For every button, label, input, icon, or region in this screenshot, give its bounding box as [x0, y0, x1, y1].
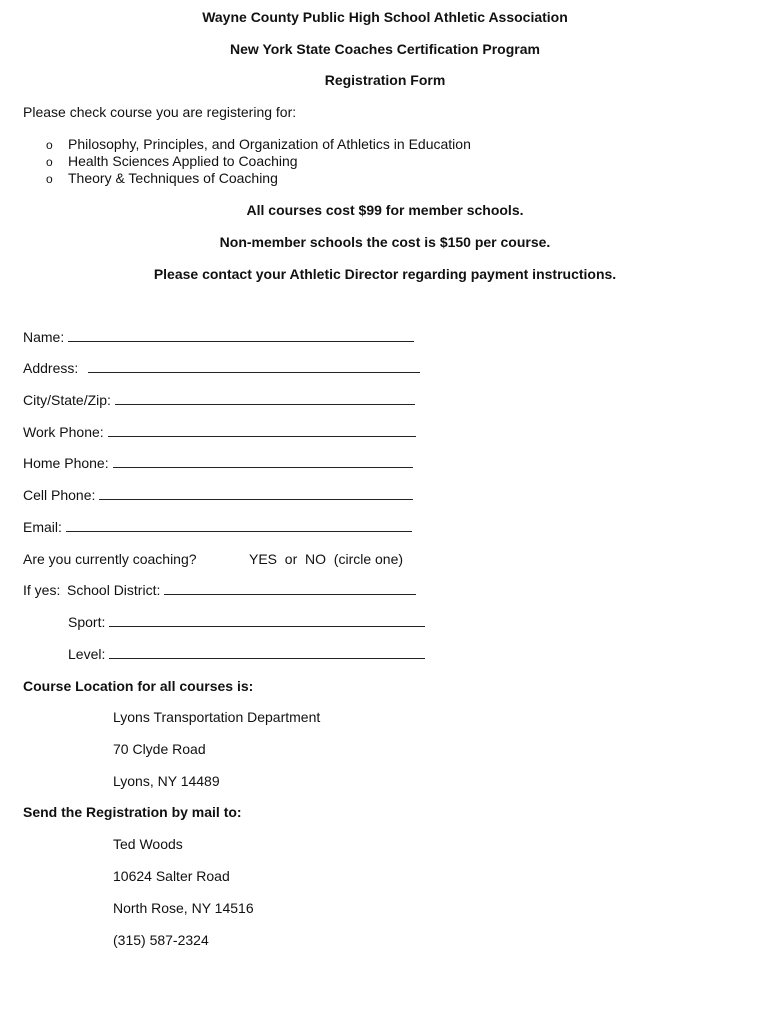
mail-line-3: North Rose, NY 14516: [113, 900, 254, 916]
sport-label: Sport:: [68, 614, 106, 630]
mail-line-1: Ted Woods: [113, 836, 183, 852]
coaching-question: Are you currently coaching?: [23, 551, 197, 567]
email-row: [23, 519, 412, 535]
name-input-line[interactable]: [68, 329, 414, 342]
work-phone-label: Work Phone:: [23, 424, 104, 440]
program-title: New York State Coaches Certification Program: [230, 41, 540, 57]
name-row: [23, 329, 414, 345]
cell-phone-input-line[interactable]: [99, 487, 413, 500]
city-state-zip-input-line[interactable]: [115, 392, 415, 405]
work-phone-row: [23, 424, 416, 440]
email-input-line[interactable]: [66, 519, 412, 532]
course-checkbox-1[interactable]: o: [46, 138, 53, 152]
level-label: Level:: [68, 646, 106, 662]
school-district-row: [67, 582, 416, 598]
association-title: Wayne County Public High School Athletic Association: [202, 9, 568, 25]
address-input-line[interactable]: [88, 360, 420, 373]
email-label: Email:: [23, 519, 62, 535]
cell-phone-label: Cell Phone:: [23, 487, 96, 503]
member-price-note: All courses cost $99 for member schools.: [246, 202, 524, 218]
sport-input-line[interactable]: [109, 614, 425, 627]
mail-heading: Send the Registration by mail to:: [23, 804, 242, 820]
sport-row: [68, 614, 425, 630]
level-row: [68, 646, 425, 662]
location-line-2: 70 Clyde Road: [113, 741, 206, 757]
address-row: [23, 360, 420, 376]
school-district-input-line[interactable]: [164, 582, 416, 595]
non-member-price-note: Non-member schools the cost is $150 per course.: [219, 234, 551, 250]
address-label: Address:: [23, 360, 79, 376]
form-title: Registration Form: [324, 72, 446, 88]
cell-phone-row: [23, 487, 413, 503]
city-state-zip-row: [23, 392, 415, 408]
course-prompt: Please check course you are registering for:: [23, 104, 297, 120]
course-option-philosophy: Philosophy, Principles, and Organization of Athletics in Education: [68, 136, 471, 152]
location-line-3: Lyons, NY 14489: [113, 773, 220, 789]
city-state-zip-label: City/State/Zip:: [23, 392, 111, 408]
location-line-1: Lyons Transportation Department: [113, 709, 321, 725]
level-input-line[interactable]: [109, 646, 425, 659]
home-phone-row: [23, 455, 413, 471]
name-label: Name:: [23, 329, 65, 345]
coaching-answer-options[interactable]: YES or NO (circle one): [249, 551, 404, 567]
home-phone-label: Home Phone:: [23, 455, 109, 471]
work-phone-input-line[interactable]: [108, 424, 416, 437]
mail-line-2: 10624 Salter Road: [113, 868, 230, 884]
course-location-heading: Course Location for all courses is:: [23, 678, 254, 694]
school-district-label: School District:: [67, 582, 161, 598]
if-yes-label: If yes:: [23, 582, 61, 598]
course-option-health-sciences: Health Sciences Applied to Coaching: [68, 153, 298, 169]
course-option-theory: Theory & Techniques of Coaching: [68, 170, 278, 186]
course-checkbox-3[interactable]: o: [46, 172, 53, 186]
course-checkbox-2[interactable]: o: [46, 155, 53, 169]
home-phone-input-line[interactable]: [113, 455, 413, 468]
mail-phone: (315) 587-2324: [113, 932, 209, 948]
payment-contact-note: Please contact your Athletic Director regarding payment instructions.: [153, 266, 617, 282]
